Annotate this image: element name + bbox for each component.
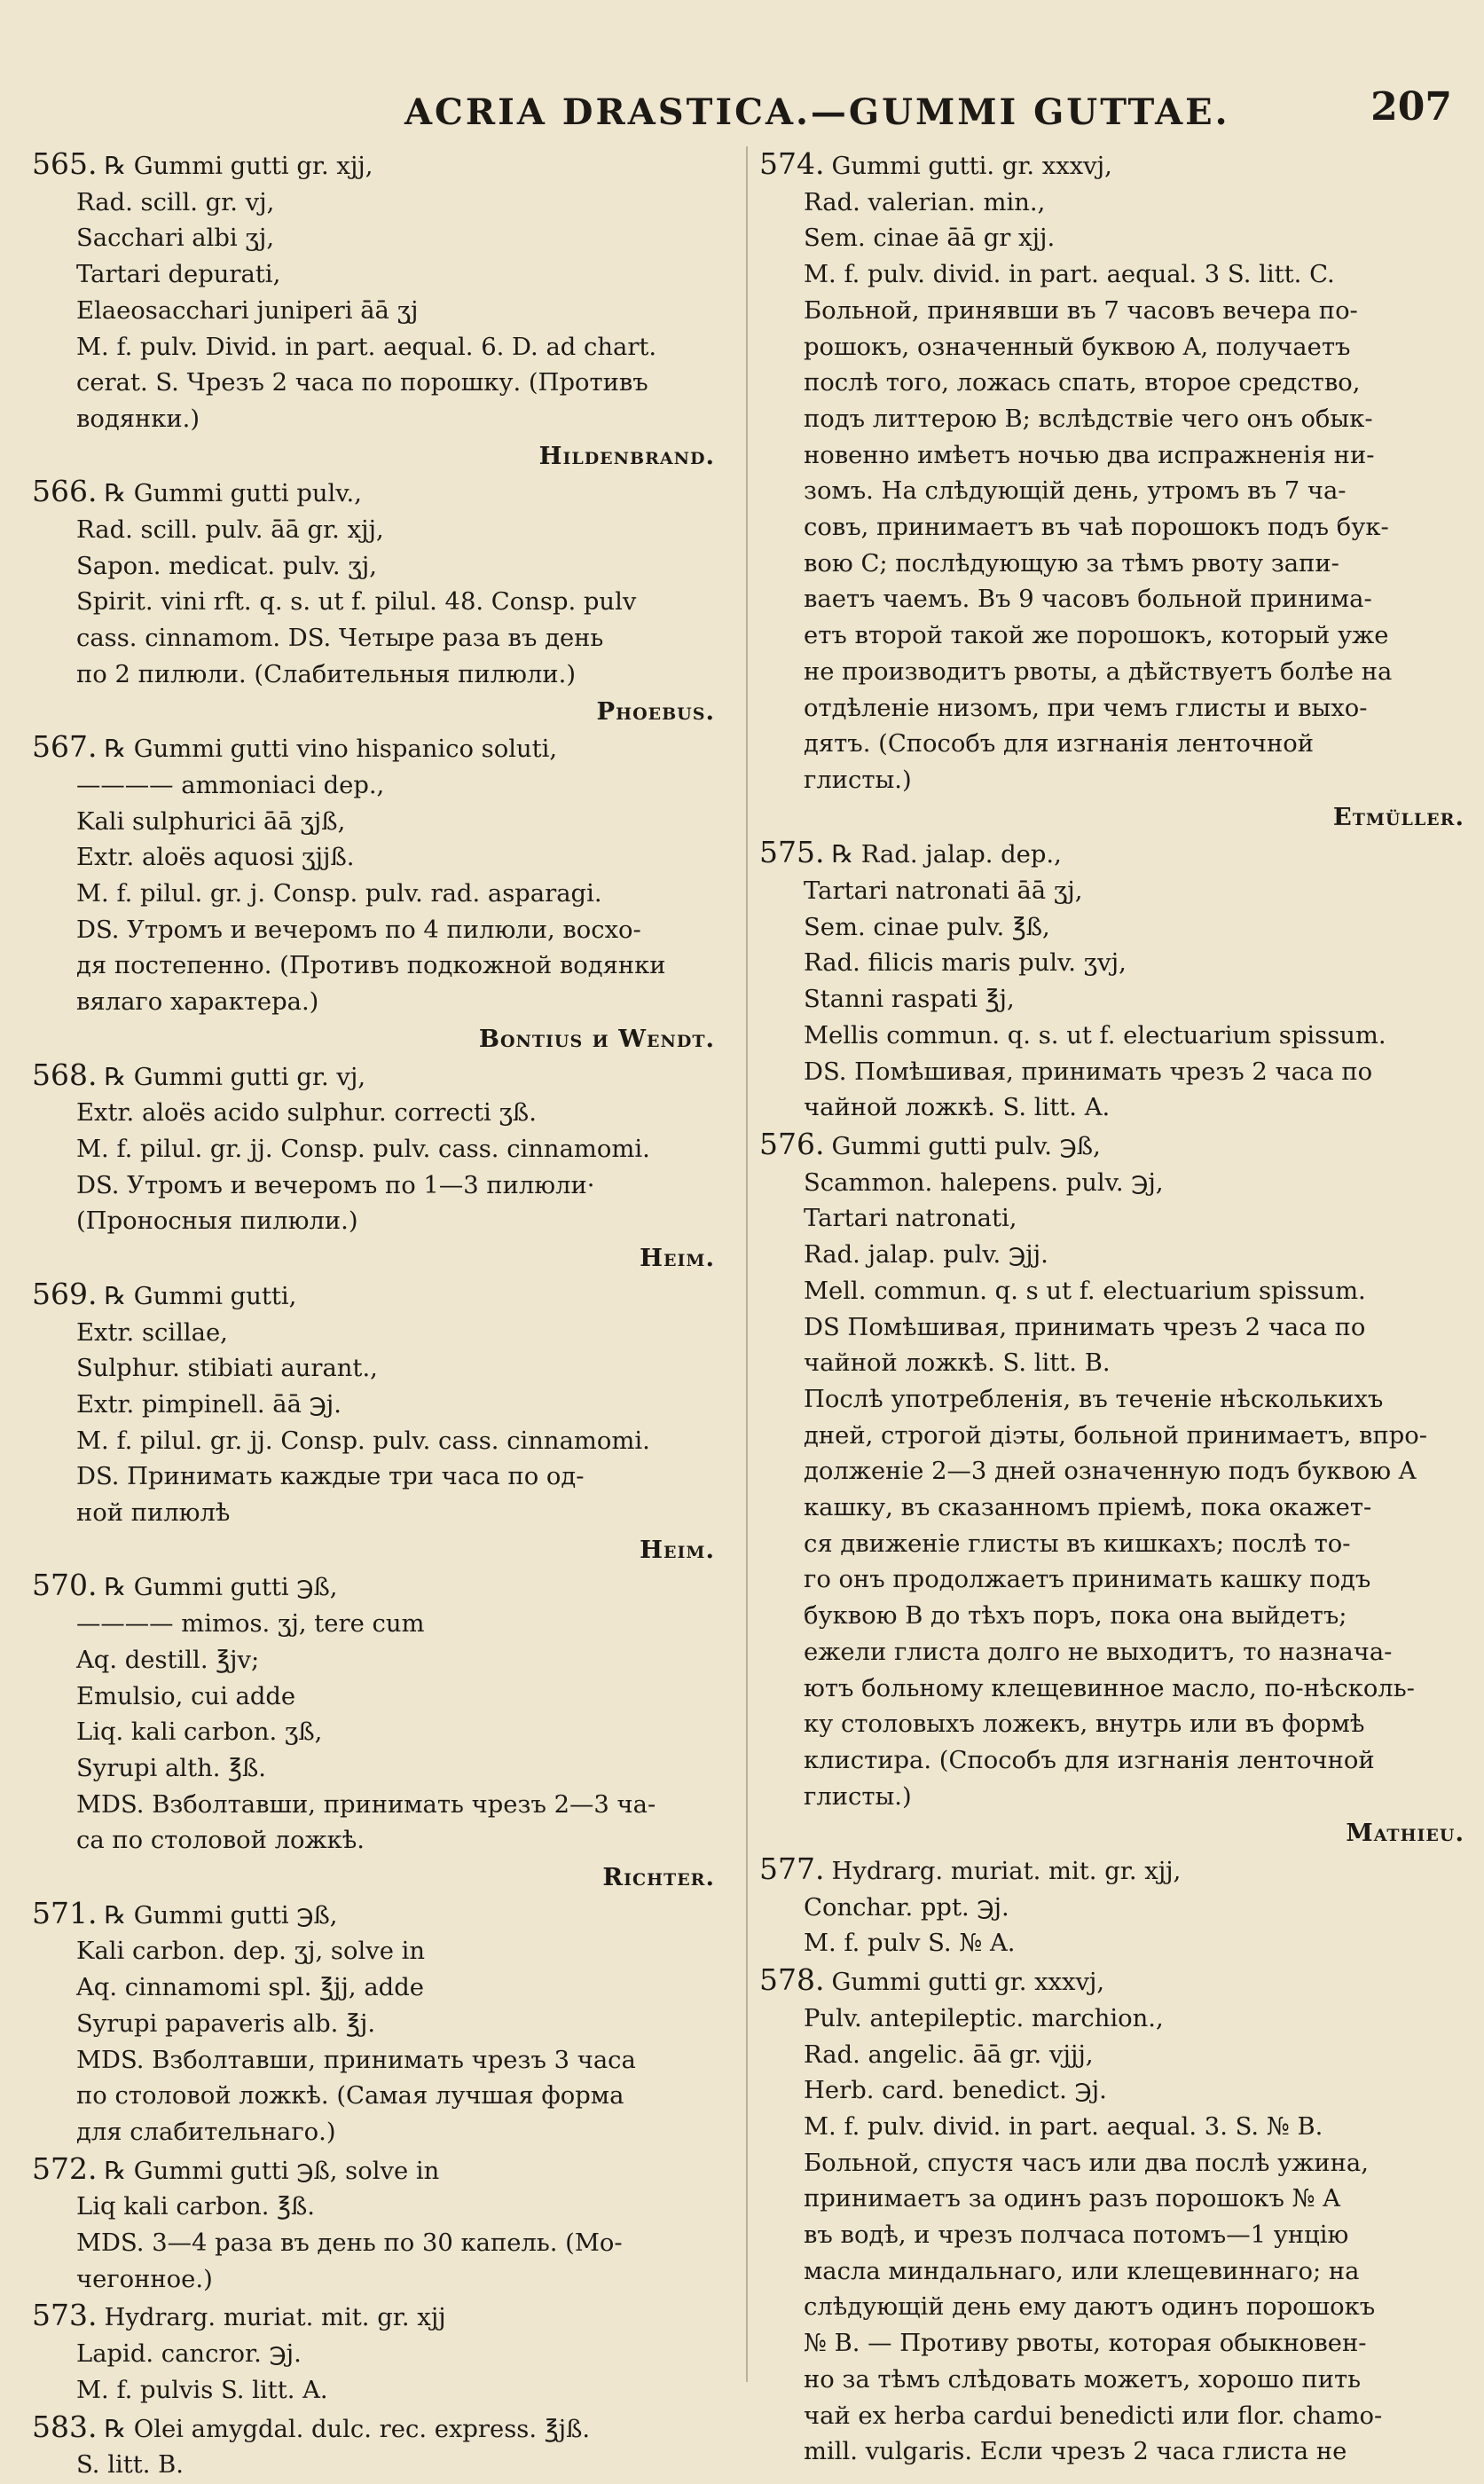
recipe-line: Kali sulphurici āā ʒjß,: [76, 807, 346, 836]
recipe-line: глисты.): [804, 766, 912, 794]
recipe-line: ———— ammoniaci dep.,: [76, 771, 385, 799]
recipe-line: Послѣ употребленія, въ теченіе нѣсколькихъ: [804, 1385, 1384, 1413]
recipe-line: вою C; послѣдующую за тѣмъ рвоту запи-: [804, 549, 1339, 578]
recipe-line: го онъ продолжаетъ принимать кашку подъ: [804, 1566, 1371, 1594]
recipe-line: по столовой ложкѣ. (Самая лучшая форма: [76, 2082, 624, 2111]
recipe-line: Rad. angelic. āā gr. vjjj,: [804, 2040, 1094, 2069]
recipe-line: DS. Помѣшивая, принимать чрезъ 2 часа по: [804, 1057, 1373, 1086]
recipe-line: MDS. Взболтавши, принимать чрезъ 2—3 ча-: [76, 1790, 656, 1819]
recipe-number: 583.: [32, 2409, 98, 2444]
running-header: [32, 84, 1452, 146]
recipe-first-line: [32, 2298, 733, 2337]
recipe-line: совъ, принимаетъ въ чаѣ порошокъ подъ бук-: [804, 514, 1389, 542]
recipe-line: Rad. jalap. pulv. ℈jj.: [804, 1241, 1048, 1270]
recipe-first-line: [32, 1896, 733, 1935]
recipe-number: 567.: [32, 729, 98, 765]
recipe-line: не производитъ рвоты, а дѣйствуетъ болѣе на: [804, 657, 1393, 686]
recipe-number: 575.: [759, 835, 825, 870]
recipe-author: Mathieu.: [1346, 1819, 1464, 1848]
recipe-first-line: [32, 1277, 733, 1316]
recipe-line: Syrupi papaveris alb. ℥j.: [76, 2009, 376, 2038]
recipe-first-line: [32, 2409, 733, 2449]
recipe-number: 566.: [32, 474, 98, 509]
recipe-line: Mellis commun. q. s. ut f. electuarium spissum.: [804, 1021, 1386, 1049]
recipe-line: водянки.): [76, 405, 200, 433]
recipe-author: Hildenbrand.: [538, 441, 715, 470]
recipe-line: DS. Принимать каждые три часа по од-: [76, 1463, 585, 1491]
recipe-line: M. f. pilul. gr. jj. Consp. pulv. cass. cinnamomi.: [76, 1135, 650, 1163]
recipe-line: DS. Утромъ и вечеромъ по 4 пилюли, восхо-: [76, 916, 641, 944]
recipe-number: 576.: [759, 1126, 825, 1161]
recipe-entry: [32, 1568, 733, 1895]
recipe-line: Scammon. halepens. pulv. ℈j,: [804, 1168, 1164, 1197]
recipe-line: са по столовой ложкѣ.: [76, 1827, 365, 1855]
recipe-entry: [32, 2298, 733, 2409]
recipe-line: долженіе 2—3 дней означенную подъ буквою A: [804, 1458, 1417, 1486]
recipe-text: ℞ Gummi gutti ℈ß,: [104, 1574, 338, 1602]
recipe-text: Gummi gutti pulv. ℈ß,: [831, 1132, 1101, 1160]
recipe-line: по 2 пилюли. (Слабительныя пилюли.): [76, 660, 577, 688]
recipe-line: глисты.): [804, 1782, 912, 1811]
recipe-line: DS. Утромъ и вечеромъ по 1—3 пилюли·: [76, 1171, 595, 1199]
recipe-line: Sulphur. stibiati aurant.,: [76, 1355, 378, 1383]
recipe-line: Rad. scill. gr. vj,: [76, 188, 275, 216]
recipe-number: 574.: [759, 146, 825, 181]
recipe-line: ной пилюлѣ: [76, 1499, 231, 1528]
recipe-number: 571.: [32, 1895, 98, 1930]
recipe-text: ℞ Gummi gutti ℈ß,: [104, 1901, 338, 1930]
recipe-line: M. f. pilul. gr. jj. Consp. pulv. cass. cinnamomi.: [76, 1427, 650, 1455]
recipe-line: Aq. destill. ℥jv;: [76, 1646, 260, 1674]
recipe-line: Herb. card. benedict. ℈j.: [804, 2077, 1107, 2105]
recipe-line: зомъ. На слѣдующій день, утромъ въ 7 ча-: [804, 477, 1347, 506]
recipe-line: S. litt. B.: [76, 2451, 184, 2480]
recipe-line: Extr. aloës acido sulphur. correcti ʒß.: [76, 1099, 537, 1128]
recipe-line: ваетъ чаемъ. Въ 9 часовъ больной принима-: [804, 586, 1372, 614]
recipe-line: mill. vulgaris. Если чрезъ 2 часа глиста не: [804, 2438, 1347, 2466]
recipe-entry: [759, 1127, 1482, 1851]
recipe-line: Tartari natronati āā ʒj,: [804, 877, 1083, 906]
recipe-text: ℞ Gummi gutti ℈ß, solve in: [104, 2157, 440, 2185]
recipe-first-line: [32, 1057, 733, 1097]
recipe-line: слѣдующій день ему даютъ одинъ порошокъ: [804, 2293, 1376, 2322]
recipe-line: Больной, принявши въ 7 часовъ вечера по-: [804, 296, 1358, 325]
recipe-number: 577.: [759, 1851, 825, 1887]
recipe-first-line: [32, 474, 733, 513]
left-column: [32, 146, 733, 2484]
recipe-line: Rad. filicis maris pulv. ʒvj,: [804, 949, 1127, 978]
recipe-line: буквою B до тѣхъ поръ, пока она выйдетъ;: [804, 1602, 1347, 1631]
recipe-text: Gummi gutti gr. xxxvj,: [831, 1969, 1105, 1997]
recipe-line: (Проносныя пилюли.): [76, 1207, 358, 1236]
recipe-text: Hydrarg. muriat. mit. gr. xjj: [104, 2304, 446, 2332]
recipe-line: Sem. cinae āā gr xjj.: [804, 224, 1056, 253]
recipe-line: етъ второй такой же порошокъ, который уже: [804, 622, 1389, 650]
recipe-line: Conchar. ppt. ℈j.: [804, 1893, 1009, 1922]
recipe-line: Spirit. vini rft. q. s. ut f. pilul. 48. Consp. pulv: [76, 588, 637, 617]
recipe-line: Liq. kali carbon. ʒß,: [76, 1718, 323, 1747]
recipe-first-line: [759, 1851, 1482, 1891]
recipe-line: Sem. cinae pulv. ℥ß,: [804, 913, 1050, 941]
recipe-line: Extr. aloës aquosi ʒjjß.: [76, 844, 355, 872]
recipe-entry: [32, 146, 733, 474]
recipe-line: чайной ложкѣ. S. litt. B.: [804, 1349, 1111, 1378]
recipe-author: Bontius и Wendt.: [478, 1024, 715, 1053]
recipe-author: Etmüller.: [1332, 802, 1464, 831]
recipe-line: отдѣленіе низомъ, при чемъ глисты и выхо-: [804, 694, 1368, 722]
recipe-number: 578.: [759, 1962, 825, 1998]
recipe-entry: [32, 474, 733, 729]
recipe-text: Hydrarg. muriat. mit. gr. xjj,: [831, 1858, 1182, 1886]
recipe-line: вялаго характера.): [76, 988, 319, 1017]
recipe-entry: [32, 2151, 733, 2299]
recipe-entry: [32, 1057, 733, 1277]
recipe-line: DS Помѣшивая, принимать чрезъ 2 часа по: [804, 1313, 1366, 1341]
recipe-line: но за тѣмъ слѣдовать можетъ, хорошо пить: [804, 2365, 1362, 2394]
recipe-number: 569.: [32, 1276, 98, 1311]
recipe-author: Heim.: [640, 1244, 715, 1273]
recipe-line: Rad. scill. pulv. āā gr. xjj,: [76, 516, 384, 545]
recipe-line: ежели глиста долго не выходитъ, то назнача-: [804, 1638, 1393, 1666]
recipe-text: ℞ Rad. jalap. dep.,: [831, 841, 1062, 869]
recipe-line: Sapon. medicat. pulv. ʒj,: [76, 552, 377, 580]
recipe-line: MDS. 3—4 раза въ день по 30 капель. (Мо-: [76, 2229, 623, 2258]
recipe-line: Больной, спустя часъ или два послѣ ужина,: [804, 2149, 1369, 2177]
recipe-line: M. f. pilul. gr. j. Consp. pulv. rad. asparagi.: [76, 880, 602, 908]
recipe-line: дятъ. (Способъ для изгнанія ленточной: [804, 730, 1314, 759]
recipe-line: M. f. pulvis S. litt. A.: [76, 2376, 328, 2404]
recipe-line: Tartari depurati,: [76, 261, 281, 289]
recipe-entry: [759, 1962, 1482, 2471]
recipe-line: ———— mimos. ʒj, tere cum: [76, 1610, 425, 1639]
recipe-number: 565.: [32, 146, 98, 181]
recipe-line: Liq kali carbon. ℥ß.: [76, 2193, 316, 2221]
recipe-line: M. f. pulv S. № A.: [804, 1930, 1016, 1958]
recipe-text: ℞ Gummi gutti pulv.,: [104, 480, 362, 508]
recipe-number: 573.: [32, 2298, 98, 2333]
recipe-author: Richter.: [602, 1863, 715, 1892]
right-column: [759, 146, 1482, 2471]
recipe-line: M. f. pulv. Divid. in part. aequal. 6. D. ad chart.: [76, 333, 657, 361]
recipe-line: Tartari natronati,: [804, 1205, 1017, 1233]
recipe-entry: [32, 729, 733, 1057]
recipe-first-line: [759, 835, 1482, 874]
recipe-entry: [32, 1277, 733, 1568]
recipe-first-line: [759, 146, 1482, 185]
recipe-first-line: [32, 1568, 733, 1607]
recipe-entry: [759, 146, 1482, 835]
recipe-line: cerat. S. Чрезъ 2 часа по порошку. (Противъ: [76, 369, 648, 397]
recipe-line: чайной ложкѣ. S. litt. A.: [804, 1094, 1111, 1122]
recipe-line: Kali carbon. dep. ʒj, solve in: [76, 1938, 426, 1966]
recipe-line: ютъ больному клещевинное масло, по-нѣсколь-: [804, 1674, 1415, 1702]
column-divider: [746, 146, 748, 2382]
recipe-line: Pulv. antepileptic. marchion.,: [804, 2004, 1164, 2032]
recipe-line: MDS. Взболтавши, принимать чрезъ 3 часа: [76, 2046, 636, 2074]
recipe-line: Stanni raspati ℥j,: [804, 986, 1015, 1014]
recipe-number: 570.: [32, 1568, 98, 1603]
recipe-text: ℞ Gummi gutti vino hispanico soluti,: [104, 735, 558, 764]
recipe-line: M. f. pulv. divid. in part. aequal. 3. S. № B.: [804, 2112, 1323, 2141]
text-columns: [32, 146, 1464, 2480]
recipe-line: Elaeosacchari juniperi āā ʒj: [76, 296, 419, 325]
recipe-line: № B. — Противу рвоты, которая обыкновен-: [804, 2330, 1367, 2358]
recipe-first-line: [759, 1127, 1482, 1166]
recipe-line: рошокъ, означенный буквою A, получаетъ: [804, 333, 1351, 361]
running-title: ACRIA DRASTICA.—GUMMI GUTTAE.: [404, 91, 1230, 133]
recipe-line: Aq. cinnamomi spl. ℥jj, adde: [76, 1974, 424, 2002]
recipe-line: ку столовыхъ ложекъ, внутрь или въ формѣ: [804, 1710, 1365, 1739]
recipe-first-line: [32, 2151, 733, 2190]
recipe-line: Sacchari albi ʒj,: [76, 224, 275, 253]
recipe-line: послѣ того, ложась спать, второе средство,: [804, 369, 1361, 397]
recipe-entry: [32, 2409, 733, 2484]
recipe-line: Mell. commun. q. s ut f. electuarium spissum.: [804, 1277, 1366, 1305]
recipe-text: ℞ Gummi gutti gr. vj,: [104, 1063, 366, 1091]
recipe-number: 572.: [32, 2150, 98, 2186]
recipe-author: Phoebus.: [596, 696, 715, 726]
recipe-entry: [759, 1851, 1482, 1962]
recipe-entry: [32, 1896, 733, 2151]
recipe-line: въ водѣ, и чрезъ полчаса потомъ—1 унцію: [804, 2221, 1349, 2250]
recipe-text: ℞ Olei amygdal. dulc. rec. express. ℥jß.: [104, 2415, 591, 2443]
recipe-text: Gummi gutti. gr. xxxvj,: [831, 153, 1112, 180]
recipe-line: дней, строгой діэты, больной принимаетъ, впро-: [804, 1421, 1428, 1450]
recipe-text: ℞ Gummi gutti,: [104, 1282, 297, 1310]
recipe-line: Emulsio, cui adde: [76, 1682, 296, 1710]
recipe-line: M. f. pulv. divid. in part. aequal. 3 S. litt. C.: [804, 261, 1335, 289]
recipe-line: cass. cinnamom. DS. Четыре раза въ день: [76, 625, 604, 653]
recipe-line: ся движеніе глисты въ кишкахъ; послѣ то-: [804, 1529, 1351, 1558]
recipe-line: Extr. scillae,: [76, 1318, 228, 1347]
recipe-line: новенно имѣетъ ночью два испражненія ни-: [804, 441, 1375, 469]
recipe-line: дя постепенно. (Противъ подкожной водянки: [76, 952, 666, 980]
recipe-text: ℞ Gummi gutti gr. xjj,: [104, 153, 373, 180]
recipe-line: клистира. (Способъ для изгнанія ленточной: [804, 1746, 1375, 1774]
recipe-first-line: [759, 1962, 1482, 2001]
recipe-line: масла миндальнаго, или клещевиннаго; на: [804, 2257, 1360, 2285]
recipe-line: чегонное.): [76, 2265, 213, 2293]
recipe-line: Lapid. cancror. ℈j.: [76, 2340, 302, 2369]
recipe-line: подъ литтерою B; вслѣдствіе чего онъ обык-: [804, 405, 1373, 433]
recipe-first-line: [32, 146, 733, 185]
recipe-line: Rad. valerian. min.,: [804, 188, 1046, 216]
page-number: 207: [1370, 84, 1452, 130]
recipe-entry: [759, 835, 1482, 1127]
recipe-line: Syrupi alth. ℥ß.: [76, 1754, 266, 1782]
recipe-line: чай ex herba cardui benedicti или flor. chamo-: [804, 2401, 1383, 2430]
recipe-author: Heim.: [640, 1535, 715, 1564]
recipe-first-line: [32, 729, 733, 768]
recipe-line: для слабительнаго.): [76, 2118, 336, 2146]
recipe-number: 568.: [32, 1057, 98, 1092]
recipe-line: Extr. pimpinell. āā ℈j.: [76, 1390, 342, 1419]
recipe-line: кашку, въ сказанномъ пріемѣ, пока окажет-: [804, 1494, 1372, 1522]
recipe-line: принимаетъ за одинъ разъ порошокъ № A: [804, 2185, 1340, 2213]
